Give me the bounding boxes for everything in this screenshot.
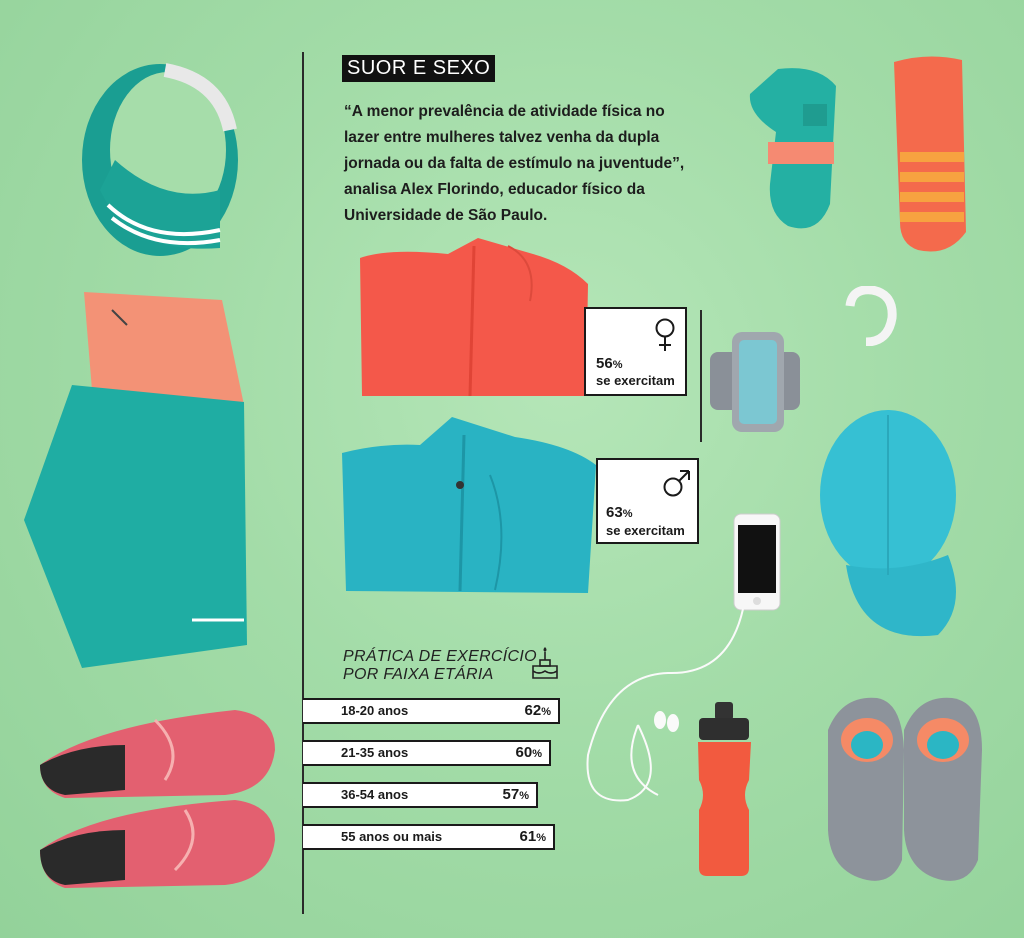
phone-photo <box>733 513 781 611</box>
female-symbol-icon <box>654 317 676 353</box>
shorts-photo <box>22 290 252 670</box>
orange-jacket-photo <box>358 236 590 398</box>
age-bar-1 <box>303 698 560 724</box>
gender-divider <box>700 310 702 442</box>
age-chart-title-line1: PRÁTICA DE EXERCÍCIO <box>343 648 537 665</box>
armband-photo <box>706 330 804 435</box>
age-bar-3 <box>303 782 538 808</box>
male-symbol-icon <box>662 468 692 498</box>
visor-photo <box>70 40 250 265</box>
age-bar-value: 61% <box>519 828 546 845</box>
male-percentage: 63% <box>606 504 633 521</box>
female-stat-box <box>584 307 687 396</box>
age-chart-title <box>343 648 537 684</box>
section-title-suor-e-sexo: SUOR E SEXO <box>342 55 495 82</box>
age-bar-label: 55 anos ou mais <box>341 829 443 844</box>
male-stat-box <box>596 458 699 544</box>
female-label: se exercitam <box>596 373 675 388</box>
age-bar-value: 62% <box>524 702 551 719</box>
water-bottle-photo <box>693 700 757 878</box>
gray-shoes-photo <box>822 690 987 888</box>
age-bar-2 <box>303 740 551 766</box>
teal-jacket-photo <box>340 415 598 595</box>
female-percentage: 56% <box>596 355 623 372</box>
cyan-cap-photo <box>818 405 968 640</box>
pink-shoes-photo <box>35 690 280 900</box>
age-bar-4 <box>303 824 555 850</box>
male-label: se exercitam <box>606 523 685 538</box>
orange-sock-photo <box>888 52 968 257</box>
activity-band-photo <box>842 286 897 346</box>
teal-sock-photo <box>748 64 843 236</box>
age-chart-title-line2: POR FAIXA ETÁRIA <box>343 666 494 683</box>
quote-text: “A menor prevalência de atividade física no lazer entre mulheres talvez venha da dupla jornada ou da falta de estímulo na juventude”, analisa Alex Florindo, educador físico da Universidade de São Paulo. <box>344 103 685 224</box>
birthday-cake-icon <box>530 646 560 680</box>
age-bar-value: 57% <box>502 786 529 803</box>
age-bar-label: 21-35 anos <box>341 745 409 760</box>
age-bar-label: 18-20 anos <box>341 703 409 718</box>
age-bar-label: 36-54 anos <box>341 787 409 802</box>
age-bar-value: 60% <box>515 744 542 761</box>
